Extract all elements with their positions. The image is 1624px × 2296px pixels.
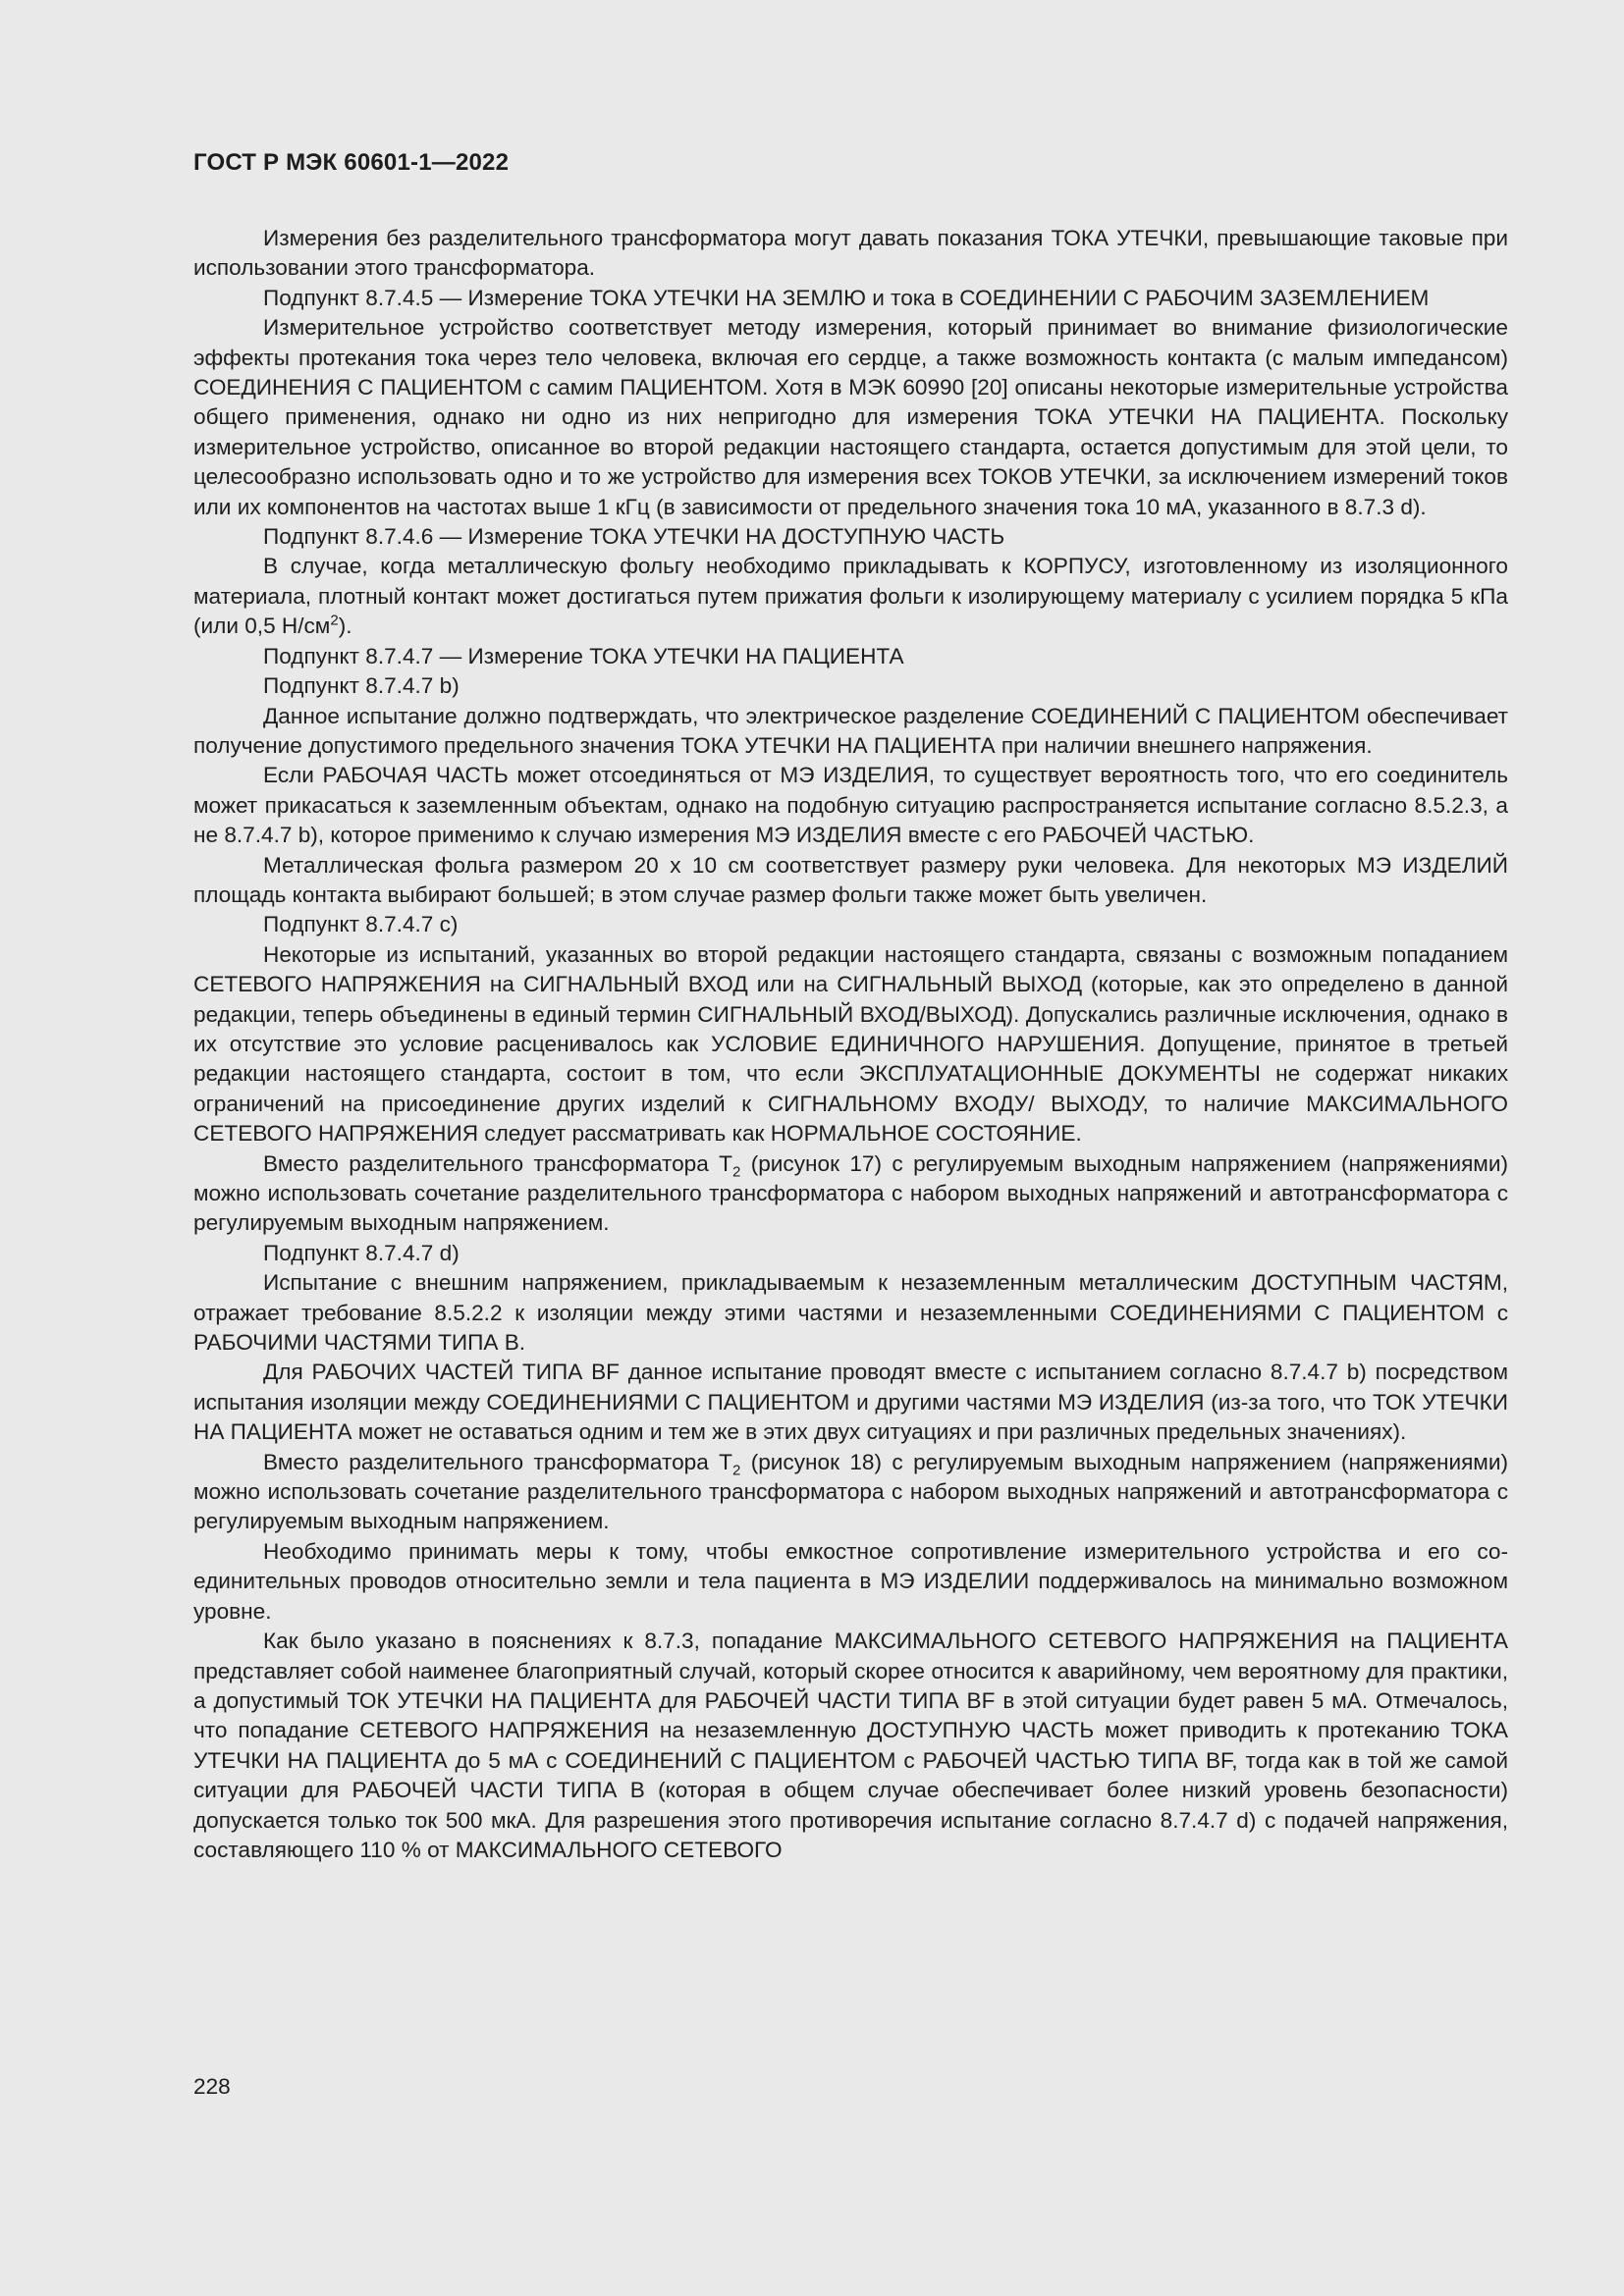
paragraph: Данное испытание должно подтверждать, что электрическое разделение СОЕДИНЕНИЙ С ПАЦИЕНТОМ обеспечивает получение допустимого предельного значения ТОКА УТЕЧКИ НА ПАЦИЕНТА при наличии внешнего напряжения. <box>193 703 1508 758</box>
paragraph: В случае, когда металлическую фольгу необходимо прикладывать к КОРПУСУ, изготовленному из изоляционного материала, плотный контакт может достигаться путем прижатия фольги к изолирующему материалу с усилием порядка 5 кПа (или 0,5 $Н/см^2$). <box>193 554 1508 639</box>
paragraph: Подпункт 8.7.4.7 — Измерение ТОКА УТЕЧКИ НА ПАЦИЕНТА <box>263 643 904 668</box>
paragraph: Вместо разделительного трансформатора $Т_2$ (рисунок 18) с регулируемым выходным напряжением (напряжениями) можно использовать сочетание разделительного трансформатора с набором выходных напряжений и автотрансформатора с регулируемым выходным напряжением. <box>193 1449 1508 1534</box>
paragraph: Измерительное устройство соответствует методу измерения, который принимает во внимание физиологические эффекты протекания тока через тело человека, включая его сердце, а также возможность контакта (с малым импедансом) СОЕДИНЕНИЯ С ПАЦИЕНТОМ с самим ПАЦИЕНТОМ. Хотя в МЭК 60990 [20] описаны некоторые измерительные устройства общего применения, однако ни одно из них непригодно для измерения ТОКА УТЕЧКИ НА ПАЦИЕНТА. Поскольку измерительное устройство, описанное во второй редакции настоящего стандарта, остается допустимым для этой цели, то целесообразно использовать одно и то же устройство для измерения всех ТОКОВ УТЕЧКИ, за исключением измерений токов или их компонентов на частотах выше 1 кГц (в зависимости от предельного значения тока 10 мА, указанного в 8.7.3 d). <box>193 315 1508 519</box>
paragraph: Для РАБОЧИХ ЧАСТЕЙ ТИПА BF данное испытание проводят вместе с испытанием согласно 8.7.4.7 b) посредством испытания изоляции между СОЕДИНЕНИЯМИ С ПАЦИЕНТОМ и другими частями МЭ ИЗДЕЛИЯ (из-за того, что ТОК УТЕЧКИ НА ПАЦИЕНТА может не оставаться одним и тем же в этих двух ситуациях и при различных предельных значениях). <box>193 1360 1508 1445</box>
paragraph: Подпункт 8.7.4.5 — Измерение ТОКА УТЕЧКИ НА ЗЕМЛЮ и тока в СОЕДИНЕНИИ С РАБОЧИМ ЗАЗЕМЛЕНИЕМ <box>263 285 1430 310</box>
document-header: ГОСТ Р МЭК 60601-1—2022 <box>193 149 510 176</box>
paragraph: Необходимо принимать меры к тому, чтобы емкостное сопротивление измерительного устройства и его соединительных проводов относительно земли и тела пациента в МЭ ИЗДЕЛИИ поддерживалось на минимально возможном уровне. <box>193 1538 1508 1624</box>
paragraph: Вместо разделительного трансформатора $Т_2$ (рисунок 17) с регулируемым выходным напряжением (напряжениями) можно использовать сочетание разделительного трансформатора с набором выходных напряжений и автотрансформатора с регулируемым выходным напряжением. <box>193 1150 1508 1236</box>
body-text <box>193 224 1508 1865</box>
paragraph: Как было указано в пояснениях к 8.7.3, попадание МАКСИМАЛЬНОГО СЕТЕВОГО НАПРЯЖЕНИЯ на ПАЦИЕНТА представляет собой наименее благоприятный случай, который скорее относится к аварийному, чем вероятному для практики, а допустимый ТОК УТЕЧКИ НА ПАЦИЕНТА для РАБОЧЕЙ ЧАСТИ ТИПА BF в этой ситуации будет равен 5 мА. Отмечалось, что попадание СЕТЕВОГО НАПРЯЖЕНИЯ на незаземленную ДОСТУПНУЮ ЧАСТЬ может приводить к протеканию ТОКА УТЕЧКИ НА ПАЦИЕНТА до 5 мА с СОЕДИНЕНИЙ С ПАЦИЕНТОМ с РАБОЧЕЙ ЧАСТЬЮ ТИПА BF, тогда как в той же самой ситуации для РАБОЧЕЙ ЧАСТИ ТИПА В (которая в общем случае обеспечивает более низкий уровень безопасности) допускается только ток 500 мкА. Для разрешения этого противоречия испытание согласно 8.7.4.7 d) с подачей напряжения, составляющего 110 % от МАКСИМАЛЬНОГО СЕТЕВОГО <box>193 1629 1508 1862</box>
paragraph: Измерения без разделительного трансформатора могут давать показания ТОКА УТЕЧКИ, превышающие таковые при использовании этого трансформатора. <box>193 226 1508 281</box>
paragraph: Подпункт 8.7.4.7 b) <box>263 673 460 699</box>
paragraph: Подпункт 8.7.4.6 — Измерение ТОКА УТЕЧКИ НА ДОСТУПНУЮ ЧАСТЬ <box>263 524 1005 550</box>
paragraph: Подпункт 8.7.4.7 с) <box>263 912 459 937</box>
page-number: 228 <box>193 2074 231 2099</box>
paragraph: Если РАБОЧАЯ ЧАСТЬ может отсоединяться от МЭ ИЗДЕЛИЯ, то существует вероятность того, что его соединитель может прикасаться к заземленным объектам, однако на подобную ситуацию распространяется испытание согласно 8.5.2.3, а не 8.7.4.7 b), которое применимо к случаю измерения МЭ ИЗДЕЛИЯ вместе с его РАБОЧЕЙ ЧАСТЬЮ. <box>193 763 1508 848</box>
paragraph: Некоторые из испытаний, указанных во второй редакции настоящего стандарта, связаны с возможным попаданием СЕТЕВОГО НАПРЯЖЕНИЯ на СИГНАЛЬНЫЙ ВХОД или на СИГНАЛЬНЫЙ ВЫХОД (которые, как это определено в данной редакции, теперь объединены в единый термин СИГНАЛЬНЫЙ ВХОД/ВЫХОД). Допускались различные исключения, однако в их отсутствие это условие расценивалось как УСЛОВИЕ ЕДИНИЧНОГО НАРУШЕНИЯ. Допущение, принятое в третьей редакции настоящего стандарта, состоит в том, что если ЭКСПЛУАТАЦИОННЫЕ ДОКУМЕНТЫ не содержат никаких ограничений на присоединение других изделий к СИГНАЛЬНОМУ ВХОДУ/ ВЫХОДУ, то наличие МАКСИМАЛЬНОГО СЕТЕВОГО НАПРЯЖЕНИЯ следует рассматривать как НОРМАЛЬНОЕ СОСТОЯНИЕ. <box>193 941 1508 1147</box>
paragraph: Подпункт 8.7.4.7 d) <box>263 1240 460 1265</box>
paragraph: Испытание с внешним напряжением, прикладываемым к незаземленным металлическим ДОСТУПНЫМ ЧАСТЯМ, отражает требование 8.5.2.2 к изоляции между этими частями и незаземленными СОЕДИНЕНИЯМИ С ПАЦИЕНТОМ с РАБОЧИМИ ЧАСТЯМИ ТИПА В. <box>193 1270 1508 1356</box>
paragraph: Металлическая фольга размером 20 х 10 см соответствует размеру руки человека. Для некоторых МЭ ИЗДЕЛИЙ площадь контакта выбирают большей; в этом случае размер фольги также может быть увеличен. <box>193 852 1508 907</box>
